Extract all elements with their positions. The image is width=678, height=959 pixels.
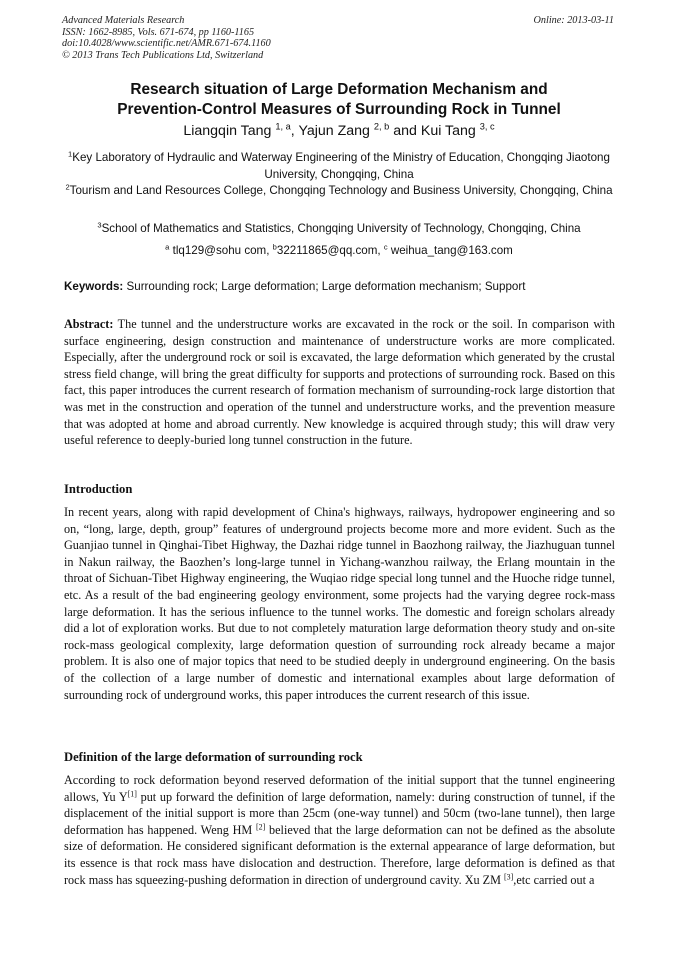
definition-text: believed that the large deformation can not be defined as the absolute size of deformation. He considered significant deformation is the external appearance of large deformation, but its essence is that rock mass have dislocation and destruction. Therefore, large deformation is defined as that rock mass has squeezing-pushing deformation in direction of underground cavity. Xu ZM [64,822,615,887]
email-list [64,243,614,259]
definition-text: put up forward the definition of large deformation, namely: during construction of tunnel, if the displacement of the initial support is more than 25cm (one-way tunnel) and 50cm (two-lane tunnel), then large deformation has happened. Weng HM [64,789,615,837]
affiliation [64,150,614,183]
author-list [60,122,618,140]
affiliation [64,183,614,200]
author-affiliation-marker: 1, a [275,121,291,132]
keywords-label: Keywords: [64,280,124,293]
definition-text: According to rock deformation beyond reserved deformation of the initial support that the tunnel engineering allows, Yu Y [64,773,615,804]
citation-ref: [3] [504,871,514,881]
email: weihua_tang@163.com [390,244,513,257]
affiliation-number: 1 [68,149,73,159]
email-marker: a [165,242,170,252]
email-marker: b [272,242,277,252]
definition-paragraph [64,772,615,888]
title-line-2: Prevention-Control Measures of Surrounding Rock in Tunnel [117,101,561,118]
author-name: Kui Tang [420,123,476,139]
affiliation-number: 3 [97,220,102,230]
affiliation-text: Key Laboratory of Hydraulic and Waterway Engineering of the Ministry of Education, Chongqing Jiaotong University, Chongqing, China [72,151,610,181]
email: 32211865@qq.com, [276,244,384,257]
online-date: Online: 2013-03-11 [533,15,614,26]
issn-line: ISSN: 1662-8985, Vols. 671-674, pp 1160-1165 [62,26,255,38]
author-and: and [389,123,421,139]
author-separator: , [290,123,299,139]
copyright-line: © 2013 Trans Tech Publications Ltd, Switzerland [62,49,264,61]
author-name: Liangqin Tang [183,123,272,139]
author-name: Yajun Zang [298,123,370,139]
journal-name: Advanced Materials Research [62,15,185,26]
abstract [64,316,615,449]
keywords-text: Surrounding rock; Large deformation; Large deformation mechanism; Support [126,280,526,293]
definition-text: ,etc carried out a [513,872,595,887]
section-heading-definition: Definition of the large deformation of surrounding rock [64,750,363,764]
journal-header [62,15,614,61]
affiliation-number: 2 [65,182,70,192]
introduction-paragraph: In recent years, along with rapid development of China's highways, railways, hydropower engineering and so on, “long, large, depth, group” features of underground projects become more and more evident. Such as the Guanjiao tunnel in Qinghai-Tibet Highway, the Dazhai ridge tunnel in Baozhong railway, the Jiazhuguan tunnel in Nakun railway, the Baozhen’s long-large tunnel in Yichang-wanzhou railway, the Erlang mountain in the throat of Sichuan-Tibet Highway engineering, the Wuqiao ridge special long tunnel and the Huoche ridge tunnel, etc. As a result of the bad engineering geology environment, some projects had the varying degree rock-mass large deformation. It has the serious influence to the tunnel works. The domestic and foreign scholars already did a lot of exploration works. But due to not completely maturation large deformation theory study and on-site rock-mass geological complexity, large deformation question of surrounding rock already became a major problem. It is also one of major topics that need to be studied deeply in underground engineering. On the basis of the collection of a large number of domestic and international examples about large deformation of surrounding rock of underground works, this paper introduces the current research of this issue. [64,505,615,702]
affiliation-text: School of Mathematics and Statistics, Chongqing University of Technology, Chongqing, China [101,222,581,235]
doi-line: doi:10.4028/www.scientific.net/AMR.671-674.1160 [62,38,271,50]
title-line-1: Research situation of Large Deformation Mechanism and [130,81,548,98]
affiliation [64,221,614,238]
affiliation-text: Tourism and Land Resources College, Chongqing Technology and Business University, Chongqing, China [69,184,613,197]
author-affiliation-marker: 2, b [373,121,390,132]
citation-ref: [1] [127,788,137,798]
abstract-text: The tunnel and the understructure works are excavated in the rock or the soil. In comparison with surface engineering, design construction and maintenance of understructure works are more complicated. Especially, after the underground rock or soil is excavated, the large deformation which generated by the crustal stress field change, will bring the great difficulty for supports and protections of surrounding rock. Based on this fact, this paper introduces the current research of formation mechanism of surrounding-rock large distortion that was met in the construction and operation of the tunnel and understructure works, and the prevention measure that was adopted at home and abroad currently. New knowledge is acquired through study; this will draw very useful reference to deeply-buried long tunnel construction in the future. [64,317,615,448]
abstract-label: Abstract: [64,317,114,331]
email: tlq129@sohu com, [172,244,273,257]
paper-title [60,80,618,120]
keywords [64,279,616,295]
section-heading-introduction: Introduction [64,482,133,496]
email-marker: c [383,242,388,252]
author-affiliation-marker: 3, c [479,121,495,132]
citation-ref: [2] [256,822,266,832]
